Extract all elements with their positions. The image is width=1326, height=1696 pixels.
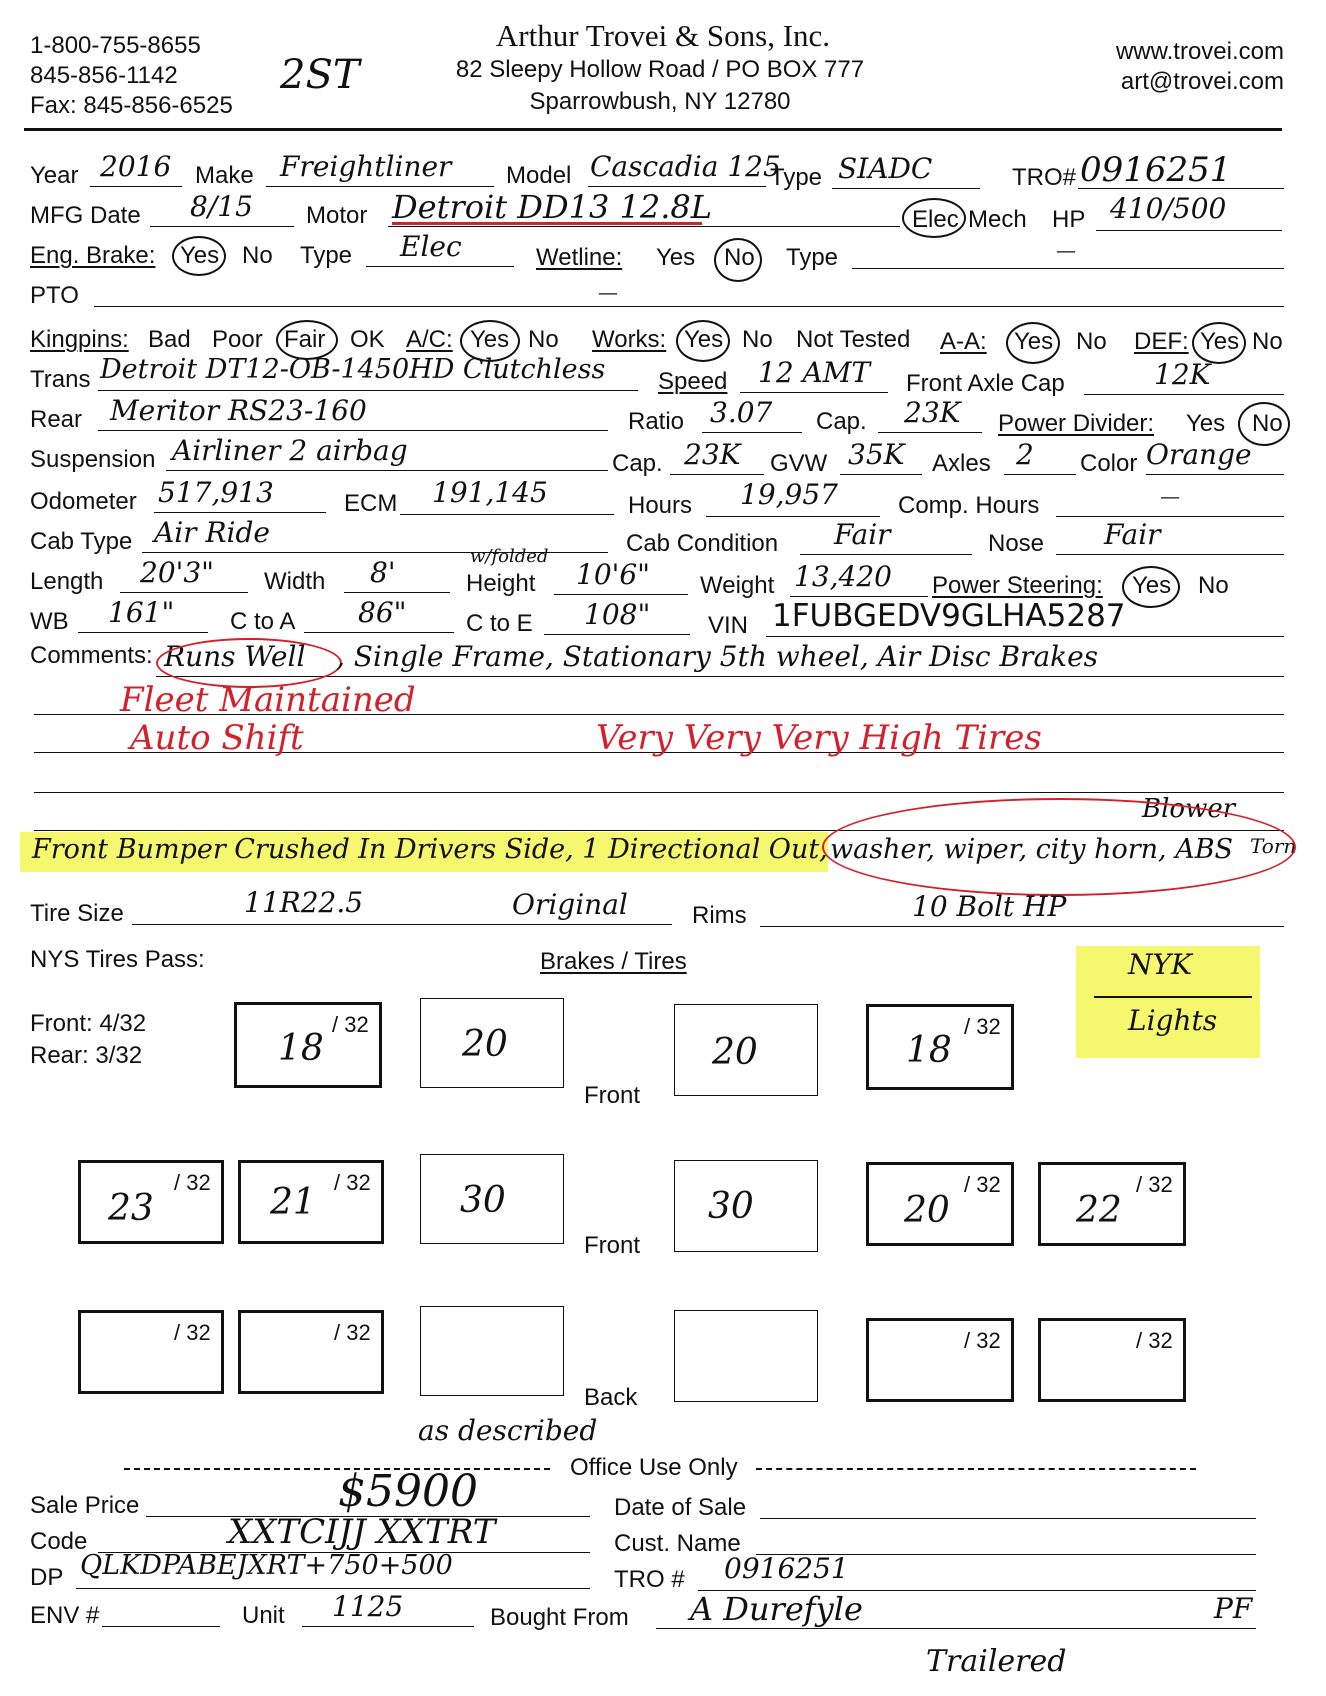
c-to-a-value: 86" bbox=[358, 596, 407, 629]
axles-value: 2 bbox=[1016, 438, 1034, 471]
brake-value: 30 bbox=[460, 1180, 506, 1221]
works-not-tested: Not Tested bbox=[796, 326, 911, 353]
eng-brake-yes-circle bbox=[172, 236, 226, 276]
weight-label: Weight bbox=[700, 572, 775, 599]
speed-value: 12 AMT bbox=[758, 356, 871, 389]
hours-label: Hours bbox=[628, 492, 693, 519]
aa-yes: Yes bbox=[1014, 328, 1054, 355]
make-value: Freightliner bbox=[280, 150, 452, 183]
ac-label: A/C: bbox=[406, 326, 453, 353]
trans-value: Detroit DT12-OB-1450HD Clutchless bbox=[100, 354, 606, 385]
front-spec: Front: 4/32 bbox=[30, 1010, 147, 1037]
height-label: Height bbox=[466, 570, 536, 597]
torn-note: Torn bbox=[1250, 834, 1297, 858]
vin-label: VIN bbox=[708, 612, 749, 639]
def-label: DEF: bbox=[1134, 328, 1189, 355]
speed-label: Speed bbox=[658, 368, 728, 395]
works-yes-circle bbox=[676, 320, 730, 362]
unit-label: Unit bbox=[242, 1602, 285, 1629]
sale-price-value: $5900 bbox=[338, 1466, 478, 1517]
year-value: 2016 bbox=[100, 150, 172, 183]
nys-tires-label: NYS Tires Pass: bbox=[30, 946, 205, 973]
comments-label: Comments: bbox=[30, 642, 153, 669]
code-label: Code bbox=[30, 1528, 88, 1555]
kingpins-ok: OK bbox=[350, 326, 385, 353]
cab-condition-value: Fair bbox=[834, 518, 891, 551]
axles-label: Axles bbox=[932, 450, 991, 477]
as-described-note: as described bbox=[418, 1414, 598, 1447]
comment-2: Fleet Maintained bbox=[120, 680, 416, 720]
power-divider-yes: Yes bbox=[1186, 410, 1226, 437]
ecm-label: ECM bbox=[344, 490, 398, 517]
ac-no: No bbox=[528, 326, 559, 353]
kingpins-bad: Bad bbox=[148, 326, 191, 353]
mfg-value: 8/15 bbox=[190, 190, 253, 223]
tire-value: 20 bbox=[904, 1190, 950, 1231]
tire-frac: / 32 bbox=[964, 1172, 1001, 1197]
eng-brake-type-label: Type bbox=[300, 242, 353, 269]
dp-label: DP bbox=[30, 1564, 64, 1591]
cust-name-label: Cust. Name bbox=[614, 1530, 741, 1557]
tire-frac: / 32 bbox=[334, 1170, 371, 1195]
nose-value: Fair bbox=[1104, 518, 1161, 551]
comment-3b: Very Very Very High Tires bbox=[596, 718, 1042, 758]
front-axle-value: 12K bbox=[1154, 358, 1211, 391]
color-label: Color bbox=[1080, 450, 1138, 477]
color-value: Orange bbox=[1146, 438, 1252, 471]
tire-frac: / 32 bbox=[1136, 1328, 1173, 1353]
tire-frac: / 32 bbox=[174, 1170, 211, 1195]
ecm-value: 191,145 bbox=[432, 476, 548, 509]
comment-5b: washer, wiper, city horn, ABS bbox=[830, 834, 1234, 865]
address-2: Sparrowbush, NY 12780 bbox=[529, 88, 791, 115]
motor-label: Motor bbox=[306, 202, 368, 229]
c-to-e-label: C to E bbox=[466, 610, 533, 637]
sale-price-label: Sale Price bbox=[30, 1492, 140, 1519]
susp-cap-label: Cap. bbox=[612, 450, 663, 477]
comp-hours-value: — bbox=[1160, 484, 1180, 508]
phone-2: 845-856-1142 bbox=[30, 62, 178, 89]
initials: PF bbox=[1214, 1592, 1253, 1625]
ratio-label: Ratio bbox=[628, 408, 685, 435]
dp-value: QLKDPABEJXRT+750+500 bbox=[80, 1550, 453, 1581]
type-label: Type bbox=[770, 164, 823, 191]
brake-value: 20 bbox=[462, 1024, 508, 1065]
wetline-no-circle bbox=[714, 238, 762, 282]
kingpins-poor: Poor bbox=[212, 326, 263, 353]
fax: Fax: 845-856-6525 bbox=[30, 92, 233, 119]
def-no: No bbox=[1252, 328, 1283, 355]
elec-label: Elec bbox=[912, 206, 959, 233]
wetline-label: Wetline: bbox=[536, 244, 623, 271]
tire-frac: / 32 bbox=[334, 1320, 371, 1345]
tire-note: Original bbox=[512, 888, 628, 921]
suspension-value: Airliner 2 airbag bbox=[172, 434, 408, 467]
rear-cap-value: 23K bbox=[904, 396, 961, 429]
tire-size-value: 11R22.5 bbox=[244, 886, 364, 919]
hp-label: HP bbox=[1052, 206, 1086, 233]
rear-label: Rear bbox=[30, 406, 83, 433]
website: www.trovei.com bbox=[1115, 38, 1284, 65]
make-label: Make bbox=[195, 162, 254, 189]
comp-hours-label: Comp. Hours bbox=[898, 492, 1040, 519]
code-value: XXTCIJJ XXTRT bbox=[228, 1512, 496, 1552]
tire-size-label: Tire Size bbox=[30, 900, 124, 927]
email: art@trovei.com bbox=[1120, 68, 1284, 95]
c-to-a-label: C to A bbox=[230, 608, 296, 635]
front-label-1: Front bbox=[584, 1082, 641, 1109]
phone-1: 1-800-755-8655 bbox=[30, 32, 201, 59]
tro-num-label: TRO # bbox=[614, 1566, 685, 1593]
tire-value: 18 bbox=[906, 1030, 952, 1071]
brake-box bbox=[420, 1306, 564, 1396]
bought-from-value: A Durefyle bbox=[690, 1590, 863, 1628]
trans-label: Trans bbox=[30, 366, 91, 393]
header-divider bbox=[24, 128, 1282, 131]
rims-value: 10 Bolt HP bbox=[912, 890, 1067, 923]
front-axle-label: Front Axle Cap bbox=[906, 370, 1065, 397]
motor-underline-mark bbox=[392, 222, 702, 225]
unit-value: 1125 bbox=[332, 1590, 404, 1623]
works-label: Works: bbox=[592, 326, 667, 353]
tire-frac: / 32 bbox=[964, 1328, 1001, 1353]
brake-box bbox=[674, 1310, 818, 1402]
nyk-note: NYK bbox=[1128, 948, 1192, 981]
tire-value: 23 bbox=[108, 1188, 154, 1229]
susp-cap-value: 23K bbox=[684, 438, 741, 471]
rear-cap-label: Cap. bbox=[816, 408, 867, 435]
suspension-label: Suspension bbox=[30, 446, 156, 473]
power-steering-yes-circle bbox=[1122, 566, 1180, 608]
tire-value: 21 bbox=[270, 1182, 316, 1223]
wb-value: 161" bbox=[108, 596, 175, 629]
length-value: 20'3" bbox=[140, 556, 215, 589]
brake-value: 30 bbox=[708, 1186, 754, 1227]
header-note: 2ST bbox=[280, 52, 360, 98]
tire-frac: / 32 bbox=[174, 1320, 211, 1345]
works-yes: Yes bbox=[684, 326, 724, 353]
wetline-yes: Yes bbox=[656, 244, 696, 271]
rear-value: Meritor RS23-160 bbox=[110, 394, 367, 427]
tro-value: 0916251 bbox=[1080, 150, 1232, 190]
rims-label: Rims bbox=[692, 902, 747, 929]
eng-brake-no: No bbox=[242, 242, 273, 269]
date-of-sale-label: Date of Sale bbox=[614, 1494, 747, 1521]
tire-value: 18 bbox=[278, 1028, 324, 1069]
elec-circle bbox=[902, 198, 966, 238]
width-value: 8' bbox=[370, 556, 396, 589]
vin-value: 1FUBGEDV9GLHA5287 bbox=[772, 598, 1126, 634]
comment-3a: Auto Shift bbox=[130, 718, 304, 758]
power-steering-yes: Yes bbox=[1132, 572, 1172, 599]
power-steering-label: Power Steering: bbox=[932, 572, 1103, 599]
front-label-2: Front bbox=[584, 1232, 641, 1259]
bought-from-label: Bought From bbox=[490, 1604, 629, 1631]
power-divider-no: No bbox=[1252, 410, 1283, 437]
c-to-e-value: 108" bbox=[584, 598, 651, 631]
aa-label: A-A: bbox=[940, 328, 987, 355]
brake-value: 20 bbox=[712, 1032, 758, 1073]
pto-value: — bbox=[598, 280, 618, 304]
model-label: Model bbox=[506, 162, 572, 189]
eng-brake-label: Eng. Brake: bbox=[30, 242, 156, 269]
odometer-label: Odometer bbox=[30, 488, 137, 515]
kingpins-fair: Fair bbox=[284, 326, 326, 353]
aa-no: No bbox=[1076, 328, 1107, 355]
cab-condition-label: Cab Condition bbox=[626, 530, 779, 557]
wetline-type-value: — bbox=[1056, 238, 1076, 262]
type-value: SIADC bbox=[838, 152, 933, 185]
wb-label: WB bbox=[30, 608, 69, 635]
wetline-no: No bbox=[724, 244, 755, 271]
power-steering-no: No bbox=[1198, 572, 1229, 599]
rear-spec: Rear: 3/32 bbox=[30, 1042, 143, 1069]
env-label: ENV # bbox=[30, 1602, 100, 1629]
wetline-type-label: Type bbox=[786, 244, 839, 271]
length-label: Length bbox=[30, 568, 104, 595]
eng-brake-yes: Yes bbox=[180, 242, 220, 269]
tire-frac: / 32 bbox=[1136, 1172, 1173, 1197]
odometer-value: 517,913 bbox=[158, 476, 274, 509]
weight-value: 13,420 bbox=[794, 560, 892, 593]
ac-yes: Yes bbox=[470, 326, 510, 353]
back-label: Back bbox=[584, 1384, 638, 1411]
hours-value: 19,957 bbox=[740, 478, 838, 511]
mfg-label: MFG Date bbox=[30, 202, 141, 229]
gvw-value: 35K bbox=[848, 438, 905, 471]
tire-value: 22 bbox=[1076, 1190, 1122, 1231]
height-note: w/folded bbox=[470, 546, 549, 567]
hp-value: 410/500 bbox=[1110, 192, 1227, 225]
comment-5a: Front Bumper Crushed In Drivers Side, 1 Directional Out, bbox=[32, 834, 828, 865]
tro-num-value: 0916251 bbox=[724, 1552, 849, 1585]
height-value: 10'6" bbox=[576, 558, 651, 591]
gvw-label: GVW bbox=[770, 450, 828, 477]
address-1: 82 Sleepy Hollow Road / PO BOX 777 bbox=[455, 56, 865, 83]
works-no: No bbox=[742, 326, 773, 353]
tire-frac: / 32 bbox=[964, 1014, 1001, 1039]
width-label: Width bbox=[264, 568, 326, 595]
office-use-label: Office Use Only bbox=[570, 1454, 738, 1481]
cab-type-label: Cab Type bbox=[30, 528, 133, 555]
comment-1: , Single Frame, Stationary 5th wheel, Air Disc Brakes bbox=[336, 640, 1099, 673]
nose-label: Nose bbox=[988, 530, 1045, 557]
nyk-divider bbox=[1094, 996, 1252, 998]
office-dash-left bbox=[124, 1468, 550, 1470]
eng-brake-type-value: Elec bbox=[400, 230, 462, 263]
model-value: Cascadia 125 bbox=[590, 150, 781, 183]
motor-value: Detroit DD13 12.8L bbox=[392, 188, 712, 226]
trailered-note: Trailered bbox=[926, 1644, 1067, 1679]
def-yes: Yes bbox=[1200, 328, 1240, 355]
tro-label: TRO# bbox=[1012, 164, 1077, 191]
blower-note: Blower bbox=[1142, 794, 1236, 824]
company-name: Arthur Trovei & Sons, Inc. bbox=[495, 18, 831, 53]
brakes-tires-label: Brakes / Tires bbox=[540, 948, 687, 975]
cab-type-value: Air Ride bbox=[154, 516, 270, 549]
kingpins-label: Kingpins: bbox=[30, 326, 129, 353]
aa-yes-circle bbox=[1006, 322, 1060, 364]
comment-runs-well: Runs Well bbox=[164, 640, 306, 673]
comment-red-circle bbox=[822, 798, 1296, 896]
lights-note: Lights bbox=[1128, 1004, 1218, 1037]
year-label: Year bbox=[30, 162, 79, 189]
power-divider-label: Power Divider: bbox=[998, 410, 1155, 437]
tire-frac: / 32 bbox=[332, 1012, 369, 1037]
pto-label: PTO bbox=[30, 282, 79, 309]
mech-label: Mech bbox=[968, 206, 1027, 233]
office-dash-right bbox=[756, 1468, 1196, 1470]
ratio-value: 3.07 bbox=[710, 396, 773, 429]
